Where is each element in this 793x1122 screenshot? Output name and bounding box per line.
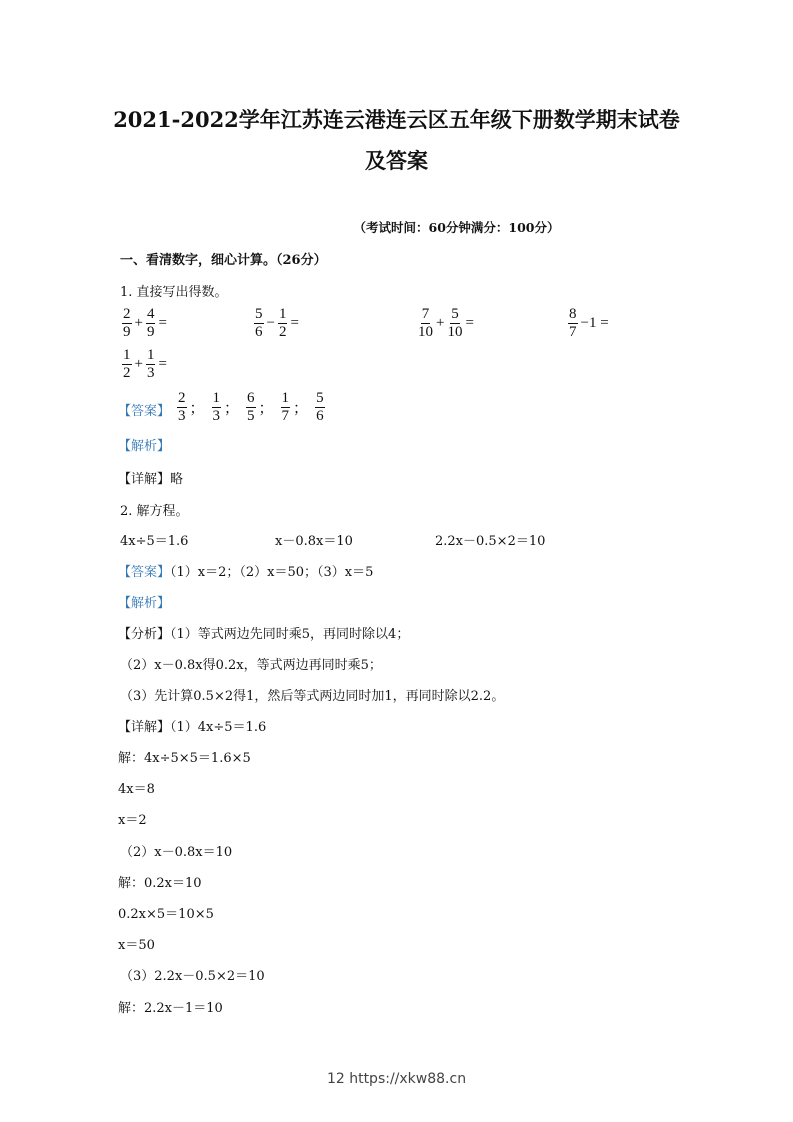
fraction: [246, 390, 256, 425]
denominator: 7: [281, 408, 290, 424]
operator: ；: [224, 401, 240, 417]
detail-line: [118, 716, 266, 735]
fraction: [281, 390, 291, 425]
detail-text: （2）x－0.8x＝10: [120, 844, 233, 860]
denominator: 9: [146, 324, 155, 340]
fraction: [177, 390, 187, 425]
answers-row: [175, 390, 331, 425]
detail-tag: 【详解】: [118, 472, 171, 487]
numerator: 1: [123, 347, 131, 363]
fraction: [254, 306, 264, 341]
answer-text: （1）x＝2；（2）x＝50；（3）x＝5: [170, 565, 374, 580]
detail-text: 解：4x÷5×5＝1.6×5: [118, 751, 251, 766]
answer-item: [279, 390, 310, 425]
fraction: [568, 306, 578, 341]
answer-item: [313, 390, 327, 425]
question-1-label: 1. 直接写出得数。: [120, 285, 228, 300]
denominator: 3: [146, 365, 155, 381]
detail-text: 解：0.2x＝10: [118, 875, 202, 891]
fraction: [122, 347, 132, 382]
numerator: 1: [281, 390, 290, 406]
denominator: 3: [212, 408, 221, 424]
numerator: 1: [146, 347, 155, 363]
detail-line: [118, 468, 183, 487]
fenxi-text: （3）先计算0.5×2得1，然后等式两边同时加1，再同时除以2.2。: [120, 689, 505, 704]
fenxi-text: （2）x－0.8x得0.2x，等式两边再同时乘5；: [120, 658, 382, 673]
numerator: 8: [569, 306, 577, 322]
exam-info: （考试时间：60分钟满分：100分）: [353, 220, 560, 235]
numerator: 1: [278, 306, 287, 322]
numerator: 2: [178, 390, 186, 406]
fraction: [278, 306, 288, 341]
answer-item: [244, 390, 275, 425]
numerator: 2: [123, 306, 131, 322]
denominator: 7: [569, 324, 577, 340]
operator: +: [134, 315, 143, 331]
answer-line: [118, 561, 373, 580]
fenxi-text: （1）等式两边先同时乘5，再同时除以4；: [170, 627, 410, 642]
denominator: 6: [255, 324, 263, 340]
numerator: 5: [255, 306, 263, 322]
operator: ；: [293, 401, 309, 417]
denominator: 6: [316, 408, 324, 424]
detail-tag: 【详解】: [118, 720, 171, 735]
expression: [416, 306, 475, 341]
analysis-tag: 【解析】: [118, 596, 171, 611]
operator: =: [465, 315, 474, 331]
fraction: [146, 347, 156, 382]
fraction: [315, 390, 325, 425]
operator: =: [290, 315, 299, 331]
question-2-label: 2. 解方程。: [120, 504, 189, 519]
answer-tag: 【答案】: [118, 404, 171, 419]
section-heading: 一、看清数字，细心计算。（26分）: [120, 253, 327, 268]
fraction: [418, 306, 433, 341]
expression: [252, 306, 300, 341]
expression: [120, 347, 168, 382]
fraction: [212, 390, 222, 425]
operator: ；: [189, 401, 205, 417]
operator: =: [158, 315, 167, 331]
document-title: 2021-2022学年江苏连云港连云区五年级下册数学期末试卷: [113, 107, 680, 132]
detail-text: x＝50: [118, 938, 155, 954]
denominator: 2: [123, 365, 131, 381]
denominator: 10: [418, 324, 433, 340]
denominator: 3: [178, 408, 186, 424]
numerator: 6: [247, 390, 255, 406]
answer-tag: 【答案】: [118, 565, 171, 580]
denominator: 5: [247, 408, 255, 424]
document-title-line2: 及答案: [365, 148, 428, 173]
expression: [120, 306, 168, 341]
fraction: [146, 306, 156, 341]
fraction: [122, 306, 132, 341]
detail-text: 4x＝8: [118, 782, 155, 798]
denominator: 9: [123, 324, 131, 340]
answer-item: [210, 390, 241, 425]
numerator: 1: [212, 390, 221, 406]
numerator: 5: [316, 390, 324, 406]
expression: [566, 306, 610, 341]
answer-item: [175, 390, 206, 425]
operator: −1 =: [580, 315, 609, 331]
analysis-tag: 【解析】: [118, 439, 171, 454]
numerator: 4: [146, 306, 155, 322]
detail-text: x＝2: [118, 813, 147, 829]
operator: =: [158, 356, 167, 372]
equation-2: x－0.8x＝10: [275, 534, 353, 549]
detail-text: 解：2.2x－1＝10: [118, 1000, 223, 1016]
detail-text: 略: [170, 472, 184, 487]
operator: −: [266, 315, 275, 331]
fenxi-tag: 【分析】: [118, 627, 171, 642]
fraction: [447, 306, 462, 341]
page-footer: 12 https://xkw88.cn: [326, 1071, 467, 1087]
operator: +: [134, 356, 143, 372]
denominator: 10: [447, 324, 463, 340]
equation-3: 2.2x－0.5×2＝10: [435, 534, 546, 549]
numerator: 5: [451, 306, 459, 322]
fenxi-line: [118, 623, 409, 642]
operator: +: [436, 315, 445, 331]
detail-text: 0.2x×5＝10×5: [118, 907, 214, 922]
numerator: 7: [421, 306, 430, 322]
detail-text: （1）4x÷5＝1.6: [170, 720, 267, 735]
equation-1: 4x÷5＝1.6: [120, 534, 189, 549]
detail-text: （3）2.2x－0.5×2＝10: [120, 969, 265, 985]
denominator: 2: [278, 324, 287, 340]
operator: ；: [258, 401, 274, 417]
